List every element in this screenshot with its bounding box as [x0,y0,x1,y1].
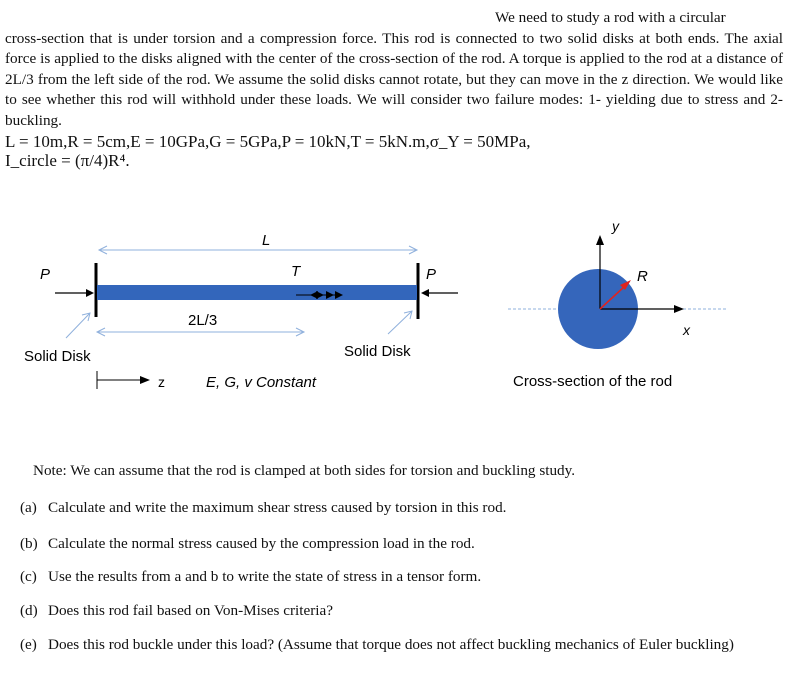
label-T: T [291,263,301,280]
params-line-2: I_circle = (π/4)R⁴. [5,151,130,170]
question-b [20,534,790,554]
label-y: y [612,218,619,234]
problem-intro [5,8,783,131]
right-force-arrowhead [421,289,429,297]
right-disk-pointer [388,311,412,334]
question-label: (a) [20,499,37,516]
params-line-1: L = 10m,R = 5cm,E = 10GPa,G = 5GPa,P = 10kN,T = 5kN.m,σ_Y = 50MPa, [5,132,531,151]
label-2L3: 2L/3 [188,312,218,329]
x-axis-arrowhead [674,305,684,313]
question-a [20,498,790,518]
question-c [20,567,790,587]
label-x: x [683,322,690,338]
label-constants: E, G, v Constant [206,374,317,391]
label-L: L [262,232,271,249]
question-text: Calculate and write the maximum shear stress caused by torsion in this rod. [48,499,507,516]
question-label: (b) [20,535,38,552]
label-P-right: P [426,266,437,283]
label-R: R [637,268,648,285]
label-solid-disk-left: Solid Disk [24,348,91,365]
rod-diagram [0,205,800,405]
question-label: (c) [20,568,37,585]
label-z: z [158,374,165,390]
given-parameters [5,132,785,170]
rod [97,285,417,300]
question-text: Does this rod buckle under this load? (Assume that torque does not affect buckling mechanics of Euler buckling) [48,636,734,653]
intro-first-line: We need to study a rod with a circular [495,9,726,26]
label-solid-disk-right: Solid Disk [344,343,411,360]
question-label: (d) [20,602,38,619]
y-axis-arrowhead [596,235,604,245]
label-cross-section: Cross-section of the rod [513,373,673,390]
z-axis-arrowhead [140,376,150,384]
note: Note: We can assume that the rod is clamped at both sides for torsion and buckling study. [33,462,576,479]
question-text: Does this rod fail based on Von-Mises criteria? [48,602,333,619]
question-text: Calculate the normal stress caused by the compression load in the rod. [48,535,475,552]
question-e [20,635,790,655]
question-text: Use the results from a and b to write the state of stress in a tensor form. [48,568,482,585]
label-P-left: P [40,266,51,283]
intro-body: cross-section that is under torsion and a compression force. This rod is connected to two solid disks at both ends. The axial force is applied to the disks aligned with the center of the cross-section of the rod. A torque is applied to the rod at a distance of 2L/3 from the left side of the rod. We assume the solid disks cannot rotate, but they can move in the z direction. We would like to see whether this rod will withhold under these loads. We will consider two failure modes: 1- yielding due to stress and 2-buckling. [5,29,783,129]
question-label: (e) [20,636,37,653]
left-disk-pointer [66,313,90,338]
left-force-arrowhead [86,289,94,297]
question-d [20,601,790,621]
